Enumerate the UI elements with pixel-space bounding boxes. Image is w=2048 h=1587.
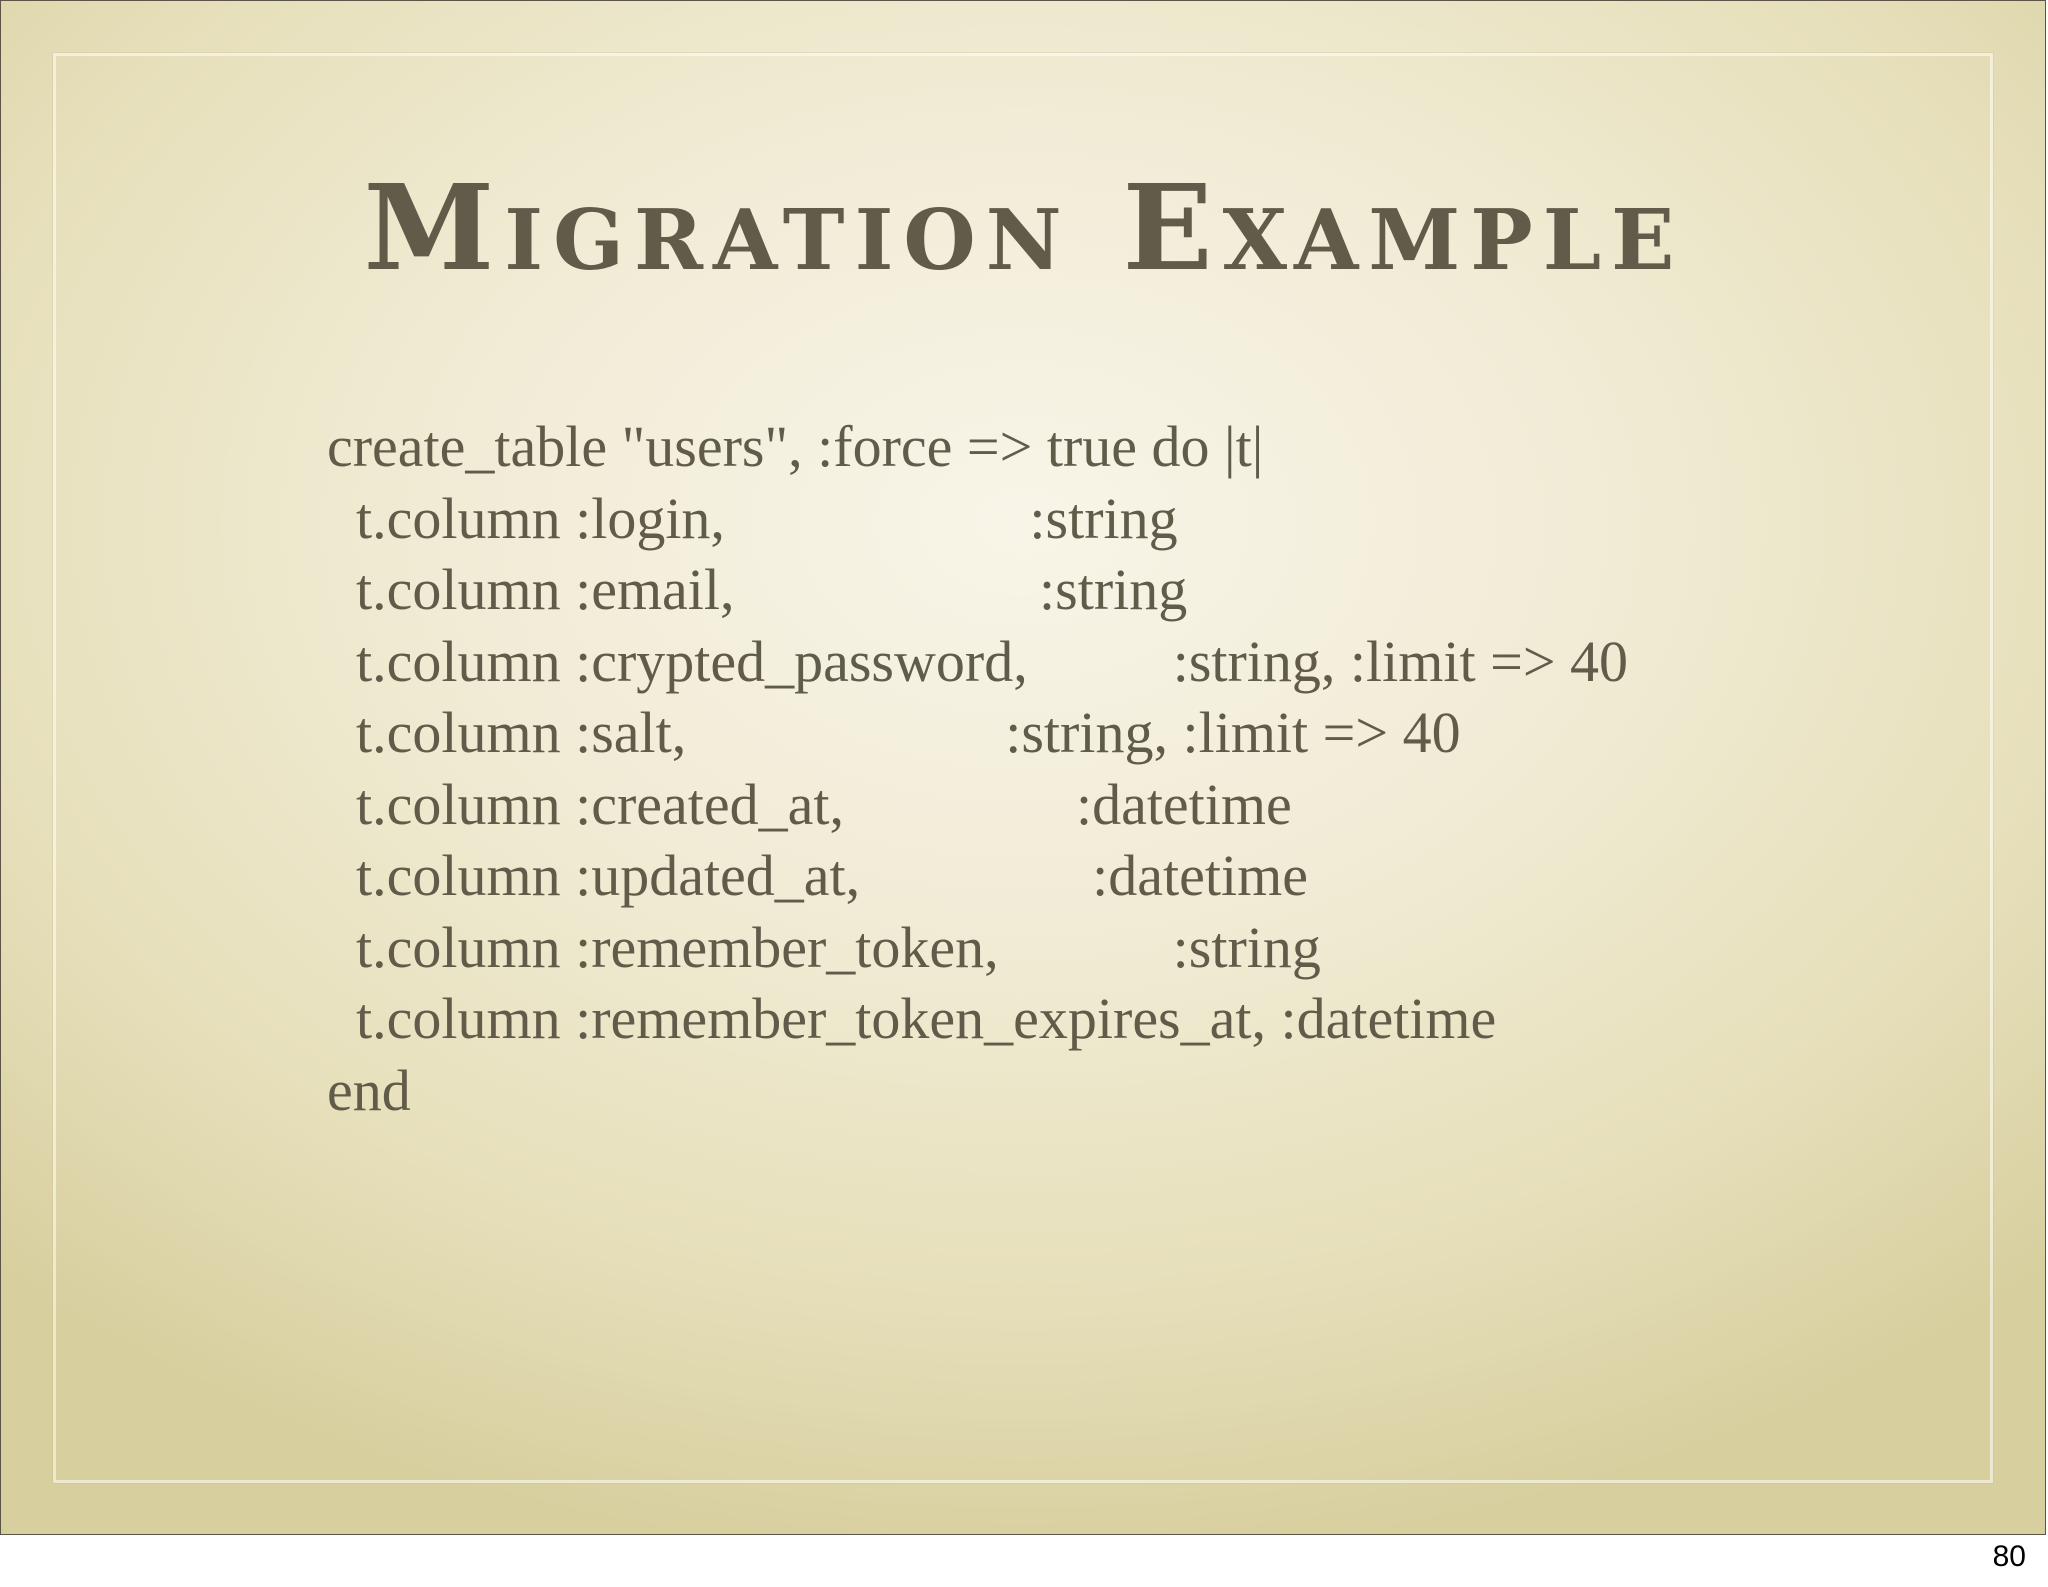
code-line: t.column :created_at, :datetime: [327, 771, 1292, 837]
code-line: t.column :remember_token, :string: [327, 914, 1321, 980]
code-block: [327, 411, 1628, 1126]
code-line: t.column :login, :string: [327, 485, 1178, 551]
code-line: t.column :remember_token_expires_at, :datetime: [327, 986, 1497, 1051]
code-line: t.column :crypted_password, :string, :limit => 40: [327, 628, 1629, 694]
code-line: t.column :salt, :string, :limit => 40: [327, 700, 1461, 765]
slide-title: Migration Example: [363, 158, 1685, 297]
code-line: create_table "users", :force => true do |t|: [327, 414, 1264, 479]
code-line: end: [327, 1057, 411, 1123]
page-number: 80: [1992, 1540, 2026, 1573]
code-line: t.column :email, :string: [327, 557, 1188, 622]
code-line: t.column :updated_at, :datetime: [327, 843, 1308, 908]
